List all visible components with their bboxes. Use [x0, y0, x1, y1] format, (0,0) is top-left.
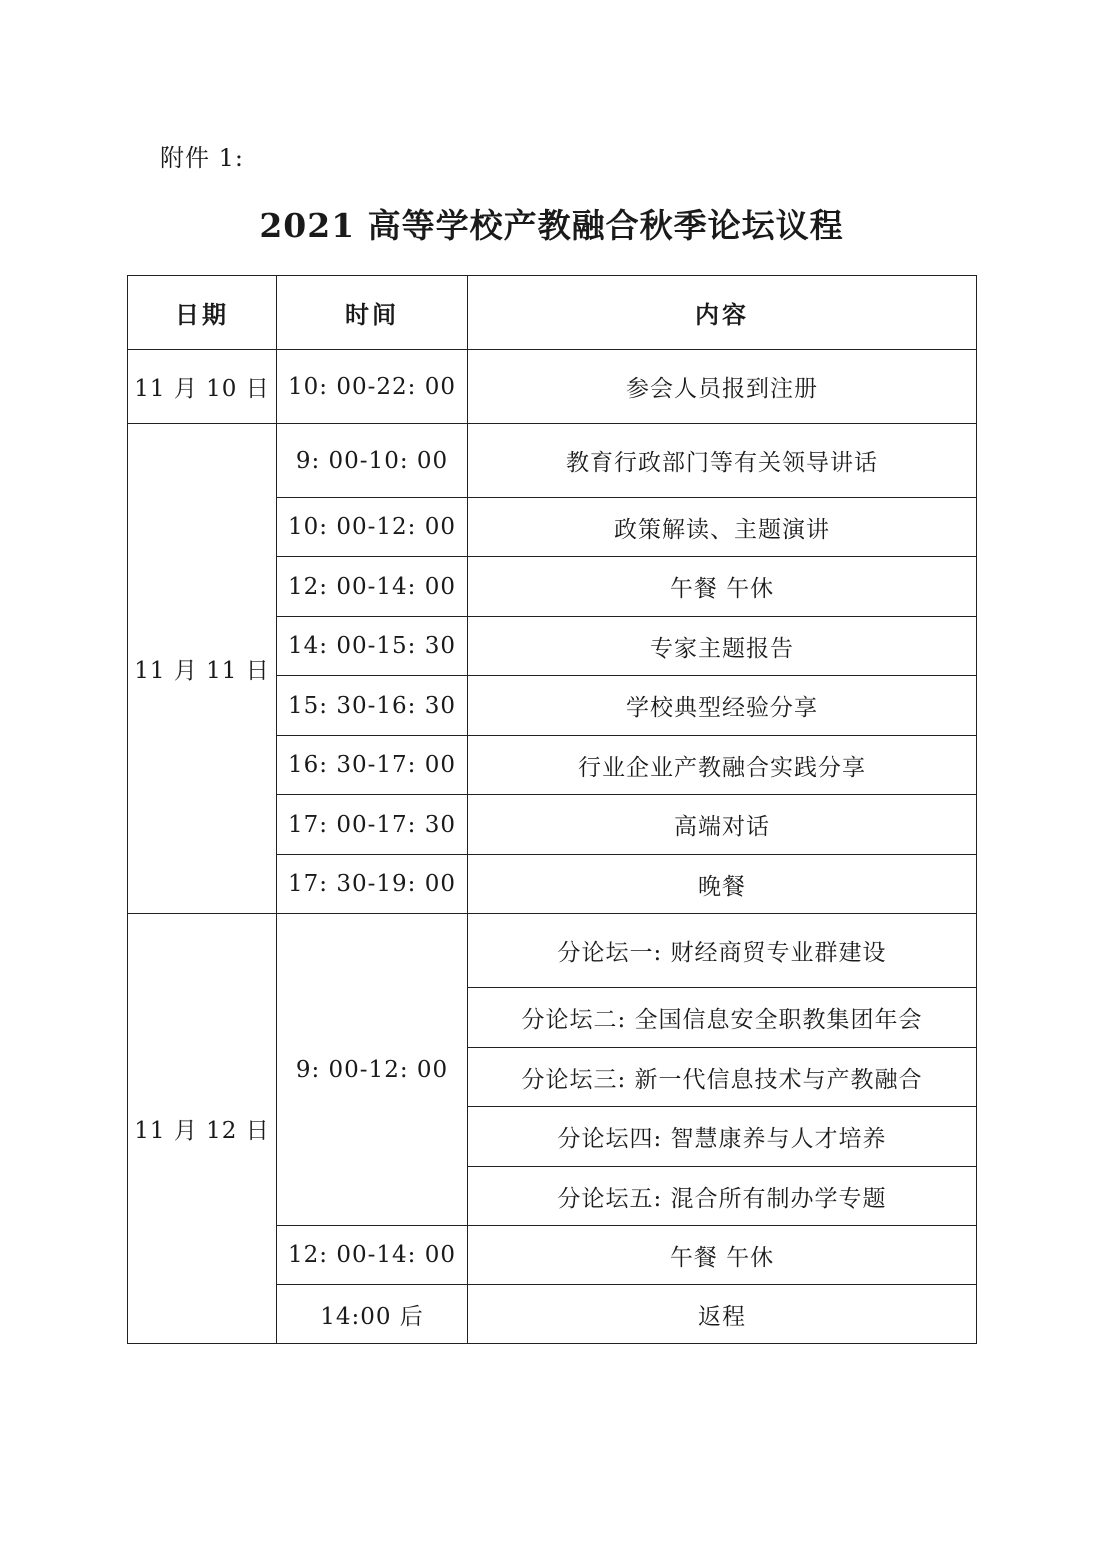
forum-cell: 分论坛五: 混合所有制办学专题 — [468, 1167, 977, 1226]
date-cell: 11 月 11 日 — [128, 424, 277, 914]
content-cell: 学校典型经验分享 — [468, 676, 977, 736]
content-cell: 政策解读、主题演讲 — [468, 498, 977, 557]
forum-cell: 分论坛四: 智慧康养与人才培养 — [468, 1107, 977, 1167]
column-header-time: 时间 — [277, 276, 468, 350]
time-cell: 14:00 后 — [277, 1285, 468, 1344]
column-header-content: 内容 — [468, 276, 977, 350]
content-cell: 教育行政部门等有关领导讲话 — [468, 424, 977, 498]
time-cell: 9: 00-12: 00 — [277, 914, 468, 1226]
content-cell: 行业企业产教融合实践分享 — [468, 736, 977, 795]
table-header-row — [128, 276, 977, 350]
attachment-label: 附件 1: — [160, 144, 244, 172]
table-row — [128, 424, 977, 498]
time-cell: 10: 00-22: 00 — [277, 350, 468, 424]
content-cell: 高端对话 — [468, 795, 977, 855]
forum-cell: 分论坛二: 全国信息安全职教集团年会 — [468, 988, 977, 1048]
content-cell: 返程 — [468, 1285, 977, 1344]
time-cell: 14: 00-15: 30 — [277, 617, 468, 676]
date-cell: 11 月 10 日 — [128, 350, 277, 424]
time-cell: 10: 00-12: 00 — [277, 498, 468, 557]
content-cell: 专家主题报告 — [468, 617, 977, 676]
date-cell: 11 月 12 日 — [128, 914, 277, 1344]
content-cell: 午餐 午休 — [468, 557, 977, 617]
time-cell: 16: 30-17: 00 — [277, 736, 468, 795]
forum-cell: 分论坛一: 财经商贸专业群建设 — [468, 914, 977, 988]
time-cell: 17: 00-17: 30 — [277, 795, 468, 855]
table-row — [128, 350, 977, 424]
content-cell: 晚餐 — [468, 855, 977, 914]
time-cell: 15: 30-16: 30 — [277, 676, 468, 736]
agenda-table — [127, 275, 977, 1344]
table-row — [128, 914, 977, 988]
time-cell: 12: 00-14: 00 — [277, 557, 468, 617]
time-cell: 12: 00-14: 00 — [277, 1226, 468, 1285]
column-header-date: 日期 — [128, 276, 277, 350]
content-cell: 午餐 午休 — [468, 1226, 977, 1285]
content-cell: 参会人员报到注册 — [468, 350, 977, 424]
forum-cell: 分论坛三: 新一代信息技术与产教融合 — [468, 1048, 977, 1107]
page-title: 2021 高等学校产教融合秋季论坛议程 — [259, 206, 844, 245]
time-cell: 9: 00-10: 00 — [277, 424, 468, 498]
time-cell: 17: 30-19: 00 — [277, 855, 468, 914]
